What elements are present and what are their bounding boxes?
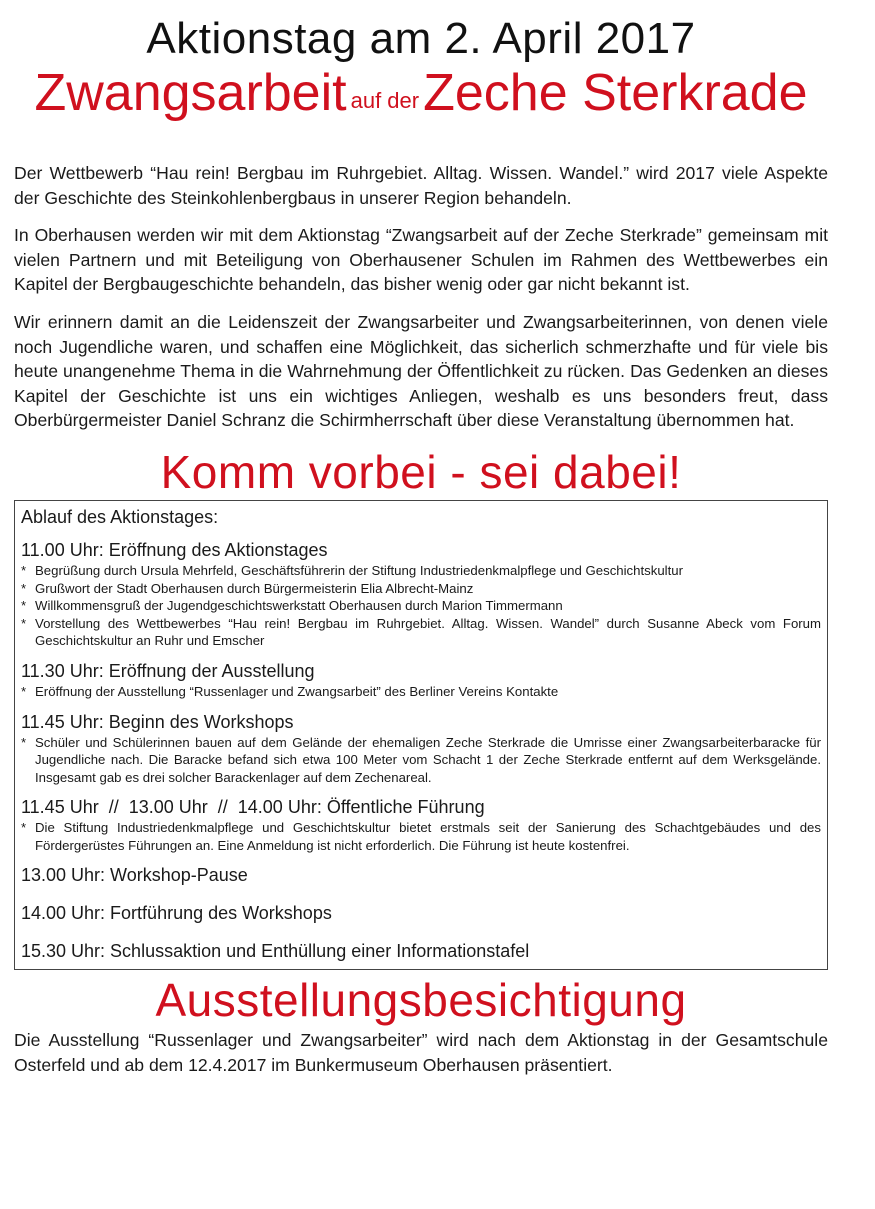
- list-item-text: Eröffnung der Ausstellung “Russenlager und Zwangsarbeit” des Berliner Vereins Kontakte: [35, 683, 559, 699]
- slot-time-heading: 11.45 Uhr // 13.00 Uhr // 14.00 Uhr: Öffentliche Führung: [21, 797, 485, 818]
- list-item-text: Begrüßung durch Ursula Mehrfeld, Geschäftsführerin der Stiftung Industriedenkmalpflege und Geschichtskultur: [35, 562, 683, 578]
- title-zeche-sterkrade: Zeche Sterkrade: [423, 64, 808, 122]
- schedule-slot: [21, 795, 821, 854]
- title-connector: auf der: [350, 88, 420, 113]
- schedule-extra-item: 13.00 Uhr: Workshop-Pause: [21, 865, 248, 886]
- flyer-page: [14, 0, 828, 1091]
- list-item-text: Vorstellung des Wettbewerbes “Hau rein! Bergbau im Ruhrgebiet. Alltag. Wissen. Wandel” durch Susanne Abeck vom Forum Geschichtskultur an Ruhr und Emscher: [35, 615, 821, 649]
- schedule-box: [14, 500, 828, 971]
- bullet-star-icon: *: [21, 580, 27, 596]
- list-item: [21, 615, 821, 650]
- schedule-slot: [21, 710, 821, 787]
- slot-item-list: [21, 734, 821, 787]
- list-item: [21, 580, 821, 598]
- schedule-title: Ablauf des Aktionstages:: [21, 506, 219, 527]
- list-item-text: Willkommensgruß der Jugendgeschichtswerkstatt Oberhausen durch Marion Timmermann: [35, 598, 563, 614]
- intro-paragraph-1: Der Wettbewerb “Hau rein! Bergbau im Ruhrgebiet. Alltag. Wissen. Wandel.” wird 2017 viele Aspekte der Geschichte des Steinkohlenbergbaus in unserer Region behandeln.: [14, 163, 828, 208]
- event-main-title: [14, 64, 828, 135]
- exhibition-heading: Ausstellungsbesichtigung: [155, 974, 687, 1027]
- list-item: [21, 734, 821, 787]
- slot-time-heading: 11.45 Uhr: Beginn des Workshops: [21, 711, 294, 732]
- bullet-star-icon: *: [21, 615, 27, 631]
- title-zwangsarbeit: Zwangsarbeit: [34, 64, 347, 122]
- list-item: [21, 683, 821, 701]
- list-item: [21, 597, 821, 615]
- slot-item-list: [21, 683, 821, 701]
- schedule-extra-item: 14.00 Uhr: Fortführung des Workshops: [21, 903, 332, 924]
- schedule-extra-item: 15.30 Uhr: Schlussaktion und Enthüllung einer Informationstafel: [21, 941, 530, 962]
- slot-item-list: [21, 819, 821, 854]
- bullet-star-icon: *: [21, 562, 27, 578]
- event-date-title: Aktionstag am 2. April 2017: [146, 14, 696, 63]
- list-item-text: Grußwort der Stadt Oberhausen durch Bürgermeisterin Elia Albrecht-Mainz: [35, 580, 474, 596]
- list-item-text: Schüler und Schülerinnen bauen auf dem Gelände der ehemaligen Zeche Sterkrade die Umrisse einer Zwangsarbeiterbaracke für Jugendliche nach. Die Baracke befand sich etwa 100 Meter vom Schacht 1 der Zeche Sterkrade entfernt auf dem Werksgelände. Insgesamt gab es drei solcher Barackenlager auf dem Zechenareal.: [35, 734, 821, 785]
- slot-time-heading: 11.00 Uhr: Eröffnung des Aktionstages: [21, 539, 328, 560]
- slogan-heading: Komm vorbei - sei dabei!: [160, 445, 682, 498]
- schedule-slot: [21, 659, 821, 701]
- intro-paragraph-2: In Oberhausen werden wir mit dem Aktionstag “Zwangsarbeit auf der Zeche Sterkrade” gemeinsam mit vielen Partnern und mit Beteiligung von Oberhausener Schulen im Rahmen des Wettbewerbes ein Kapitel der Bergbaugeschichte behandeln, das bisher wenig oder gar nicht bekannt ist.: [14, 225, 828, 295]
- slot-time-heading: 11.30 Uhr: Eröffnung der Ausstellung: [21, 660, 315, 681]
- list-item: [21, 819, 821, 854]
- bullet-star-icon: *: [21, 734, 27, 750]
- schedule-slot: [21, 538, 821, 650]
- bullet-star-icon: *: [21, 683, 27, 699]
- exhibition-text: Die Ausstellung “Russenlager und Zwangsarbeiter” wird nach dem Aktionstag in der Gesamtschule Osterfeld und ab dem 12.4.2017 im Bunkermuseum Oberhausen präsentiert.: [14, 1030, 828, 1076]
- intro-paragraph-3: Wir erinnern damit an die Leidenszeit der Zwangsarbeiter und Zwangsarbeiterinnen, von denen viele noch Jugendliche waren, und schaffen eine Möglichkeit, das sicherlich schmerzhafte und für viele bis heute unangenehme Thema in die Wahrnehmung der Öffentlichkeit zu rücken. Das Gedenken an dieses Kapitel der Geschichte ist uns ein wichtiges Anliegen, weshalb es uns besonders freut, dass Oberbürgermeister Daniel Schranz die Schirmherrschaft über diese Veranstaltung übernommen hat.: [14, 311, 828, 431]
- bullet-star-icon: *: [21, 820, 27, 836]
- intro-section: [14, 161, 828, 433]
- slot-item-list: [21, 562, 821, 650]
- list-item: [21, 562, 821, 580]
- bullet-star-icon: *: [21, 598, 27, 614]
- list-item-text: Die Stiftung Industriedenkmalpflege und Geschichtskultur bietet erstmals seit der Sanierung des Schachtgebäudes und des Fördergerüstes Führungen an. Eine Anmeldung ist nicht erforderlich. Die Führung ist heute kostenfrei.: [35, 820, 821, 853]
